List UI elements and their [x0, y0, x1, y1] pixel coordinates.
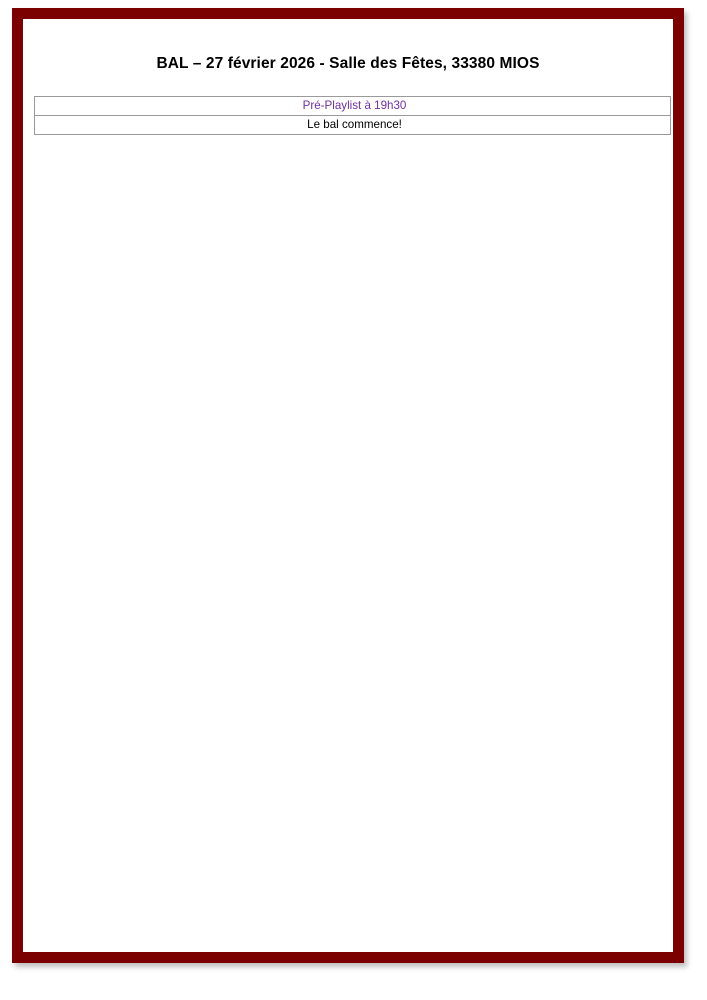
pre-playlist-banner: Pré-Playlist à 19h30: [35, 97, 671, 116]
pre-playlist-banner-row: [35, 97, 671, 116]
playlist-table: [34, 96, 671, 135]
playlist-table-body: [35, 97, 671, 116]
page-border-frame: [12, 8, 684, 963]
bal-commence-banner: Le bal commence!: [35, 115, 671, 134]
bal-commence-banner-row: [35, 115, 671, 134]
page-content-area: [23, 19, 673, 952]
playlist-table-wrapper: [34, 96, 662, 135]
page-title: BAL – 27 février 2026 - Salle des Fêtes, 33380 MIOS: [156, 55, 540, 72]
